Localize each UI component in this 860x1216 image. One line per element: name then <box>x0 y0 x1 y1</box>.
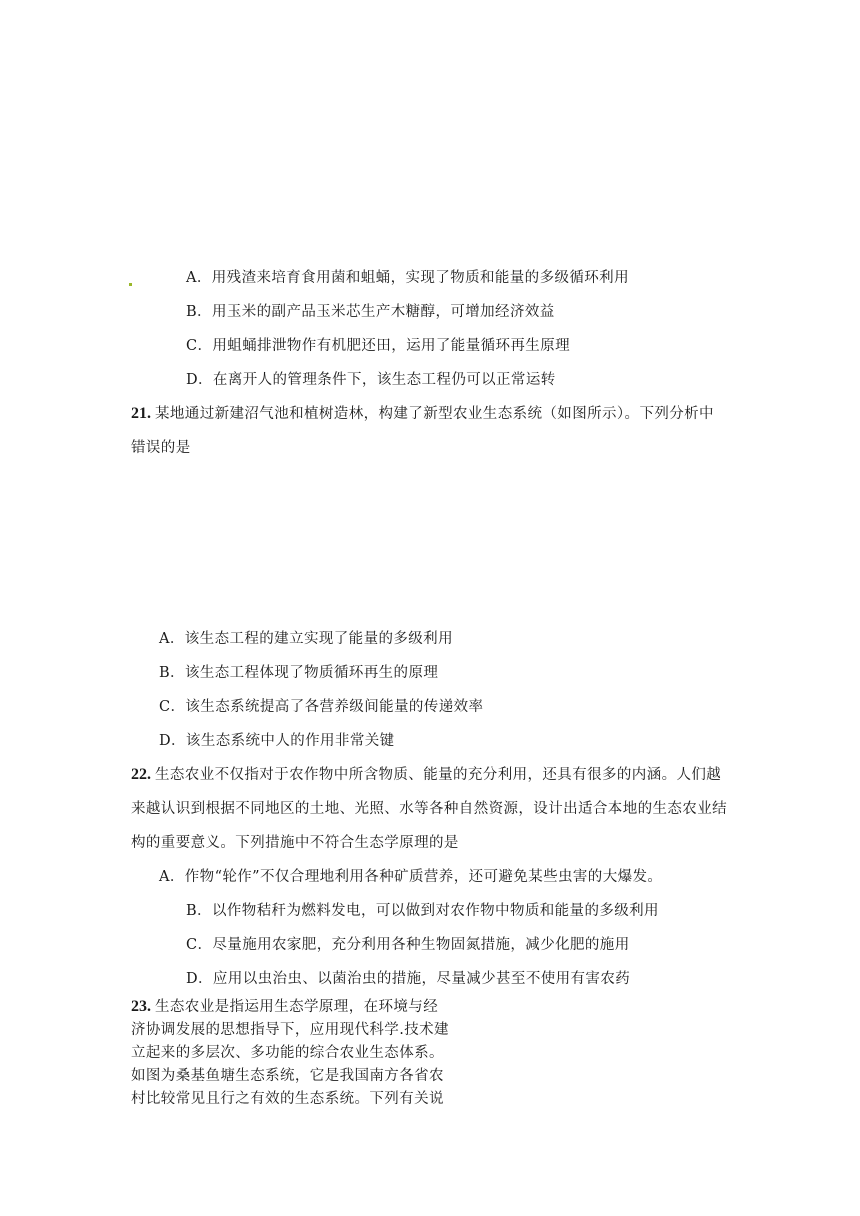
q23-stem-line-3: 立起来的多层次、多功能的综合农业生态体系。 <box>131 1045 444 1061</box>
q23-stem-line-2: 济协调发展的思想指导下，应用现代科学.技术建 <box>131 1022 449 1038</box>
q22-stem-line-1: 22. 生态农业不仅指对于农作物中所含物质、能量的充分利用，还具有很多的内涵。人们越 <box>131 766 722 783</box>
q23-stem-line-4: 如图为桑基鱼塘生态系统，它是我国南方各省农 <box>131 1068 444 1084</box>
q22-stem-line-2: 来越认识到根据不同地区的土地、光照、水等各种自然资源，设计出适合本地的生态农业结 <box>131 801 727 817</box>
q23-number: 23. <box>131 998 151 1015</box>
q21-option-d: D．该生态系统中人的作用非常关键 <box>159 733 395 749</box>
q21-option-b: B．该生态工程体现了物质循环再生的原理 <box>159 665 439 681</box>
q23-stem-line-5: 村比较常见且行之有效的生态系统。下列有关说 <box>131 1091 444 1107</box>
q20-option-d: D．在离开人的管理条件下，该生态工程仍可以正常运转 <box>186 372 556 388</box>
q23-stem-line-1: 23. 生态农业是指运用生态学原理，在环境与经 <box>131 998 439 1015</box>
q22-number: 22. <box>131 766 151 783</box>
q22-option-d: D．应用以虫治虫、以菌治虫的措施，尽量减少甚至不使用有害农药 <box>186 971 631 987</box>
green-dot-mark <box>129 283 132 286</box>
q20-option-c: C．用蛆蛹排泄物作有机肥还田，运用了能量循环再生原理 <box>186 338 570 354</box>
q21-option-c: C．该生态系统提高了各营养级间能量的传递效率 <box>159 699 484 715</box>
q22-option-b: B．以作物秸秆为燃料发电，可以做到对农作物中物质和能量的多级利用 <box>186 903 659 919</box>
q22-option-c: C．尽量施用农家肥，充分利用各种生物固氮措施，减少化肥的施用 <box>186 937 630 953</box>
q21-stem-line-1: 21. 某地通过新建沼气池和植树造林，构建了新型农业生态系统（如图所示）。下列分析中 <box>131 405 714 422</box>
q22-option-a: A．作物“轮作”不仅合理地利用各种矿质营养，还可避免某些虫害的大爆发。 <box>159 869 663 885</box>
q20-option-a: A．用残渣来培育食用菌和蛆蛹，实现了物质和能量的多级循环利用 <box>186 270 629 286</box>
q21-option-a: A．该生态工程的建立实现了能量的多级利用 <box>159 631 453 647</box>
q21-number: 21. <box>131 405 151 422</box>
q22-stem-line-3: 构的重要意义。下列措施中不符合生态学原理的是 <box>131 835 459 851</box>
q21-stem-line-2: 错误的是 <box>131 440 191 456</box>
q20-option-b: B．用玉米的副产品玉米芯生产木糖醇，可增加经济效益 <box>186 304 555 320</box>
